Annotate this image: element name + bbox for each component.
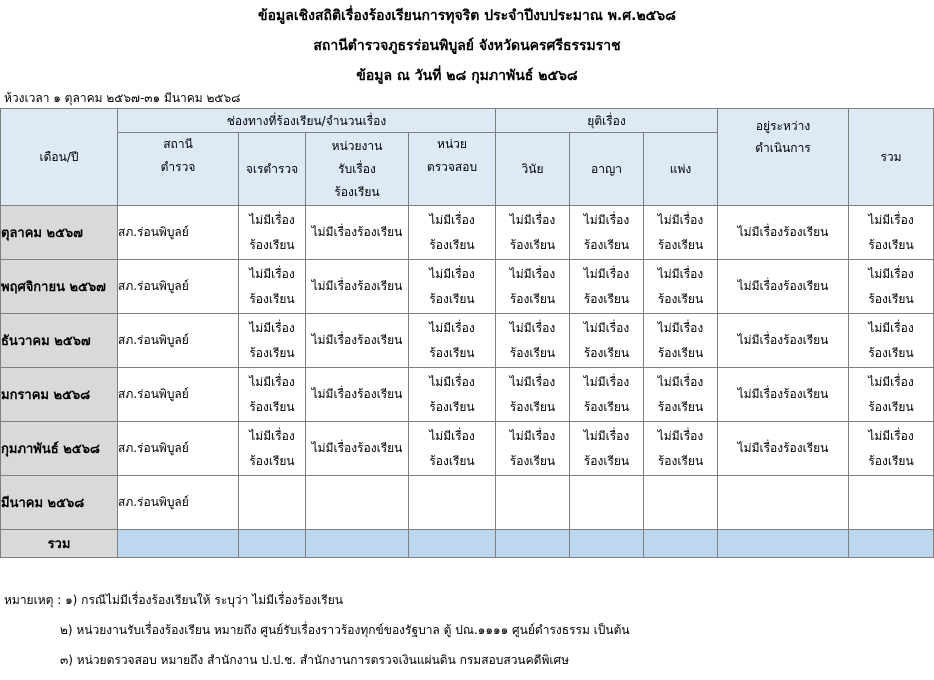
criminal-cell: ไม่มีเรื่อง ร้องเรียน <box>570 260 644 314</box>
criminal-cell: ไม่มีเรื่อง ร้องเรียน <box>570 368 644 422</box>
officer-cell: ไม่มีเรื่อง ร้องเรียน <box>239 422 306 476</box>
civil-cell: ไม่มีเรื่อง ร้องเรียน <box>644 260 718 314</box>
notes-section <box>4 590 630 680</box>
note-3: ๓) หน่วยตรวจสอบ หมายถึง สำนักงาน ป.ป.ช. สำนักงานการตรวจเงินแผ่นดิน กรมสอบสวนคดีพิเศษ <box>60 653 569 667</box>
station-cell: สภ.ร่อนพิบูลย์ <box>118 368 239 422</box>
total-cell: ไม่มีเรื่อง ร้องเรียน <box>849 260 934 314</box>
civil-cell: ไม่มีเรื่อง ร้องเรียน <box>644 368 718 422</box>
criminal-cell: ไม่มีเรื่อง ร้องเรียน <box>570 422 644 476</box>
station-cell: สภ.ร่อนพิบูลย์ <box>118 314 239 368</box>
discipline-cell: ไม่มีเรื่อง ร้องเรียน <box>496 206 570 260</box>
total-cell: ไม่มีเรื่อง ร้องเรียน <box>849 206 934 260</box>
in-progress-cell: ไม่มีเรื่องร้องเรียน <box>718 260 849 314</box>
discipline-cell <box>496 476 570 530</box>
header-inspection-unit: หน่วย ตรวจสอบ <box>409 133 496 206</box>
officer-cell: ไม่มีเรื่อง ร้องเรียน <box>239 206 306 260</box>
header-station: สถานี ตำรวจ <box>118 133 239 206</box>
total-cell: ไม่มีเรื่อง ร้องเรียน <box>849 422 934 476</box>
receiving-unit-cell: ไม่มีเรื่องร้องเรียน <box>306 260 409 314</box>
civil-cell <box>644 476 718 530</box>
civil-cell: ไม่มีเรื่อง ร้องเรียน <box>644 206 718 260</box>
note-1: หมายเหตุ : ๑) กรณีไม่มีเรื่องร้องเรียนให้ ระบุว่า ไม่มีเรื่องร้องเรียน <box>4 593 343 607</box>
month-cell: พฤศจิกายน ๒๕๖๗ <box>1 260 118 314</box>
station-cell: สภ.ร่อนพิบูลย์ <box>118 206 239 260</box>
discipline-cell: ไม่มีเรื่อง ร้องเรียน <box>496 314 570 368</box>
month-cell: ธันวาคม ๒๕๖๗ <box>1 314 118 368</box>
title-line-3: ข้อมูล ณ วันที่ ๒๘ กุมภาพันธ์ ๒๕๖๘ <box>356 68 578 84</box>
total-receiving-unit-cell <box>306 530 409 558</box>
header-total: รวม <box>849 109 934 206</box>
discipline-cell: ไม่มีเรื่อง ร้องเรียน <box>496 260 570 314</box>
in-progress-cell: ไม่มีเรื่องร้องเรียน <box>718 314 849 368</box>
criminal-cell <box>570 476 644 530</box>
inspection-unit-cell: ไม่มีเรื่อง ร้องเรียน <box>409 422 496 476</box>
total-row <box>1 530 934 558</box>
total-station-cell <box>118 530 239 558</box>
table-row <box>1 314 934 368</box>
month-cell: กุมภาพันธ์ ๒๕๖๘ <box>1 422 118 476</box>
civil-cell: ไม่มีเรื่อง ร้องเรียน <box>644 422 718 476</box>
inspection-unit-cell: ไม่มีเรื่อง ร้องเรียน <box>409 368 496 422</box>
month-cell: มีนาคม ๒๕๖๘ <box>1 476 118 530</box>
title-line-2: สถานีตำรวจภูธรร่อนพิบูลย์ จังหวัดนครศรีธรรมราช <box>313 38 621 54</box>
month-cell: ตุลาคม ๒๕๖๗ <box>1 206 118 260</box>
note-2: ๒) หน่วยงานรับเรื่องร้องเรียน หมายถึง ศูนย์รับเรื่องราวร้องทุกข์ของรัฐบาล ตู้ ปณ.๑๑๑๑ ศูนย์ดำรงธรรม เป็นต้น <box>60 623 630 637</box>
in-progress-cell: ไม่มีเรื่องร้องเรียน <box>718 368 849 422</box>
officer-cell: ไม่มีเรื่อง ร้องเรียน <box>239 368 306 422</box>
criminal-cell: ไม่มีเรื่อง ร้องเรียน <box>570 206 644 260</box>
discipline-cell: ไม่มีเรื่อง ร้องเรียน <box>496 422 570 476</box>
total-in-progress-cell <box>718 530 849 558</box>
civil-cell: ไม่มีเรื่อง ร้องเรียน <box>644 314 718 368</box>
header-receiving-unit: หน่วยงาน รับเรื่อง ร้องเรียน <box>306 133 409 206</box>
total-inspection-unit-cell <box>409 530 496 558</box>
in-progress-cell: ไม่มีเรื่องร้องเรียน <box>718 206 849 260</box>
station-cell: สภ.ร่อนพิบูลย์ <box>118 260 239 314</box>
inspection-unit-cell: ไม่มีเรื่อง ร้องเรียน <box>409 314 496 368</box>
receiving-unit-cell: ไม่มีเรื่องร้องเรียน <box>306 368 409 422</box>
total-criminal-cell <box>570 530 644 558</box>
in-progress-cell: ไม่มีเรื่องร้องเรียน <box>718 422 849 476</box>
receiving-unit-cell: ไม่มีเรื่องร้องเรียน <box>306 422 409 476</box>
table-row <box>1 368 934 422</box>
total-civil-cell <box>644 530 718 558</box>
period-label: ห้วงเวลา ๑ ตุลาคม ๒๕๖๗-๓๑ มีนาคม ๒๕๖๘ <box>4 91 241 105</box>
officer-cell: ไม่มีเรื่อง ร้องเรียน <box>239 314 306 368</box>
receiving-unit-cell: ไม่มีเรื่องร้องเรียน <box>306 314 409 368</box>
table-row <box>1 260 934 314</box>
header-civil: แพ่ง <box>644 133 718 206</box>
total-total-cell <box>849 530 934 558</box>
discipline-cell: ไม่มีเรื่อง ร้องเรียน <box>496 368 570 422</box>
header-concluded: ยุติเรื่อง <box>496 109 718 133</box>
month-cell: มกราคม ๒๕๖๘ <box>1 368 118 422</box>
total-cell <box>849 476 934 530</box>
inspection-unit-cell: ไม่มีเรื่อง ร้องเรียน <box>409 206 496 260</box>
header-month: เดือน/ปี <box>1 109 118 206</box>
receiving-unit-cell: ไม่มีเรื่องร้องเรียน <box>306 206 409 260</box>
inspection-unit-cell <box>409 476 496 530</box>
receiving-unit-cell <box>306 476 409 530</box>
total-cell: ไม่มีเรื่อง ร้องเรียน <box>849 368 934 422</box>
table-row <box>1 422 934 476</box>
total-row-label: รวม <box>1 530 118 558</box>
station-cell: สภ.ร่อนพิบูลย์ <box>118 422 239 476</box>
header-in-progress: อยู่ระหว่าง ดำเนินการ <box>718 109 849 206</box>
station-cell: สภ.ร่อนพิบูลย์ <box>118 476 239 530</box>
complaint-statistics-table <box>0 108 934 558</box>
in-progress-cell <box>718 476 849 530</box>
inspection-unit-cell: ไม่มีเรื่อง ร้องเรียน <box>409 260 496 314</box>
total-officer-cell <box>239 530 306 558</box>
title-line-1: ข้อมูลเชิงสถิติเรื่องร้องเรียนการทุจริต ประจำปีงบประมาณ พ.ศ.๒๕๖๘ <box>258 8 676 24</box>
table-row <box>1 476 934 530</box>
officer-cell: ไม่มีเรื่อง ร้องเรียน <box>239 260 306 314</box>
header-channels: ช่องทางที่ร้องเรียน/จำนวนเรื่อง <box>118 109 496 133</box>
table-row <box>1 206 934 260</box>
officer-cell <box>239 476 306 530</box>
total-cell: ไม่มีเรื่อง ร้องเรียน <box>849 314 934 368</box>
header-criminal: อาญา <box>570 133 644 206</box>
header-officer: จเรตำรวจ <box>239 133 306 206</box>
document-header <box>0 0 934 92</box>
criminal-cell: ไม่มีเรื่อง ร้องเรียน <box>570 314 644 368</box>
total-discipline-cell <box>496 530 570 558</box>
header-discipline: วินัย <box>496 133 570 206</box>
